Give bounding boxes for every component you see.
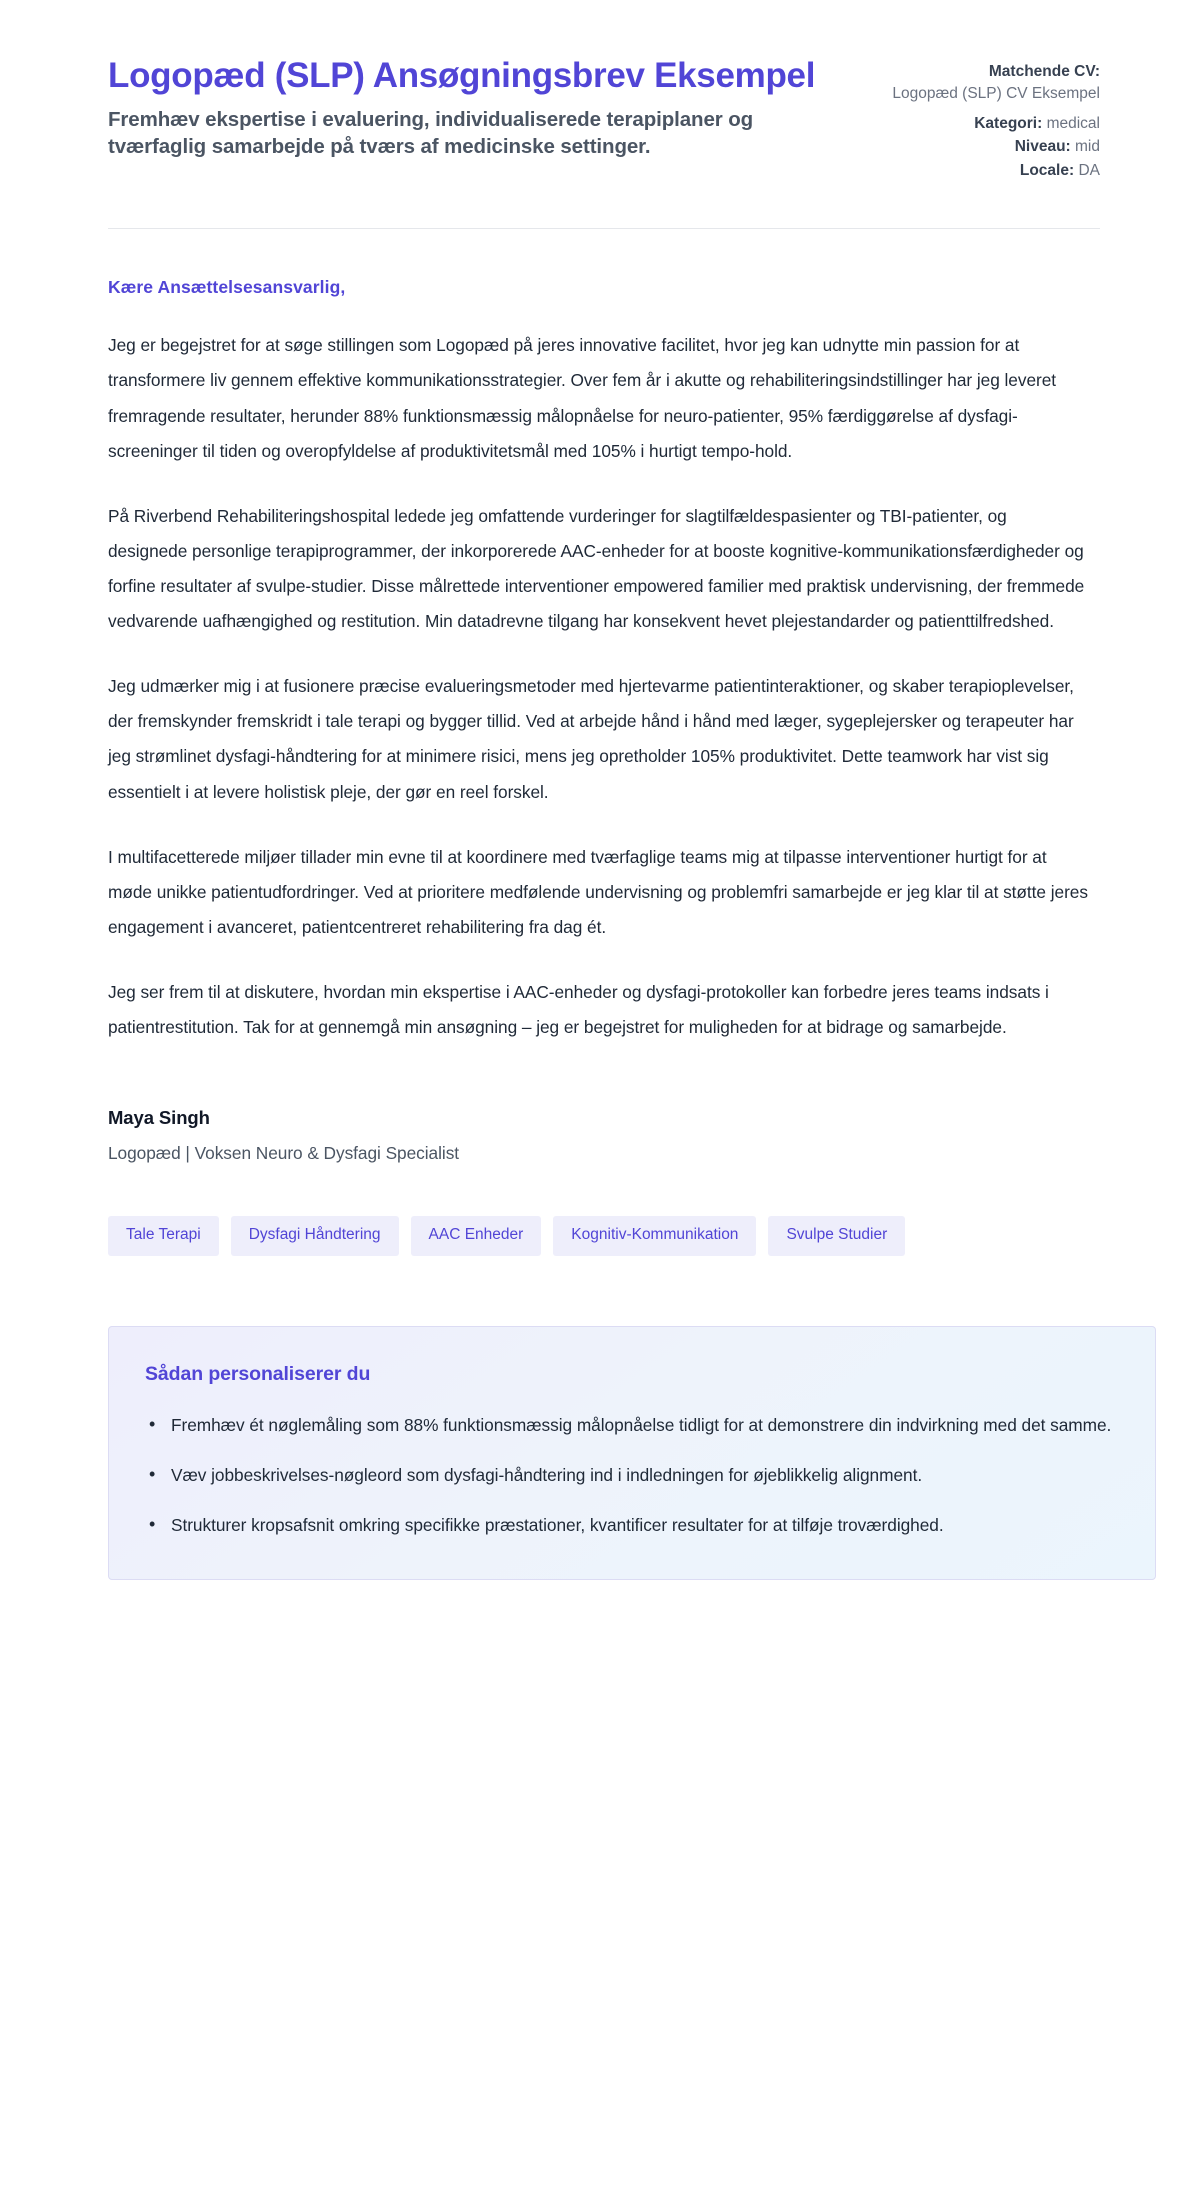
meta-locale-value: DA [1078,161,1100,179]
letter-paragraph: I multifacetterede miljøer tillader min evne til at koordinere med tværfaglige teams mig at tilpasse interventioner hurtigt for at møde unikke patientudfordringer. Ved at prioritere medfølende undervisning og problemfri samarbejde er jeg klar til at støtte jeres engagement i avanceret, patientcentreret rehabilitering fra dag ét. [108,846,1088,937]
header-metadata [870,55,1100,183]
letter-body [0,277,1200,1045]
signature-block [0,1107,1200,1164]
letter-paragraph: På Riverbend Rehabiliteringshospital ledede jeg omfattende vurderinger for slagtilfældespasienter og TBI-patienter, og designede personlige terapiprogrammer, der inkorporerede AAC-enheder for at booste kognitive-kommunikationsfærdigheder og forfine resultater af svulpe-studier. Disse målrettede interventioner empowered familier med praktisk undervisning, der fremmede vedvarende uafhængighed og restitution. Min datadrevne tilgang har konsekvent hevet plejestandarder og patienttilfredshed. [108,505,1085,632]
meta-category-value: medical [1046,114,1100,132]
personalization-tip-box [108,1326,1156,1580]
tip-list [145,1410,1115,1541]
skill-tag[interactable]: Tale Terapi [108,1216,219,1256]
meta-category-label: Kategori: [974,114,1043,132]
tip-list-item: • Væv jobbeskrivelses-nøgleord som dysfagi-håndtering ind i indledningen for øjeblikkelig alignment. [145,1460,1115,1490]
letter-salutation: Kære Ansættelsesansvarlig, [108,277,346,298]
letter-paragraph: Jeg ser frem til at diskutere, hvordan min ekspertise i AAC-enheder og dysfagi-protokoller kan forbedre jeres teams indsats i patientrestitution. Tak for at gennemgå min ansøgning – jeg er begejstret for muligheden for at bidrage og samarbejde. [108,981,1049,1038]
header-title-block [108,55,830,160]
meta-level-label: Niveau: [1014,138,1071,156]
skill-tag[interactable]: AAC Enheder [411,1216,542,1256]
meta-matching-cv-label: Matchende CV: [988,63,1100,80]
letter-paragraph: Jeg udmærker mig i at fusionere præcise evalueringsmetoder med hjertevarme patientinteraktioner, og skaber terapioplevelser, der fremskynder fremskridt i tale terapi og bygger tillid. Ved at arbejde hånd i hånd med læger, sygeplejersker og terapeuter har jeg strømlinet dysfagi-håndtering for at minimere risici, mens jeg opretholder 105% produktivitet. Dette teamwork har vist sig essentielt i at levere holistisk pleje, der gør en reel forskel. [108,676,1074,802]
meta-level [870,136,1100,158]
skill-tag-list [0,1216,1200,1256]
tip-box-title: Sådan personaliserer du [145,1362,371,1385]
meta-category [870,113,1100,135]
header-divider [108,228,1100,229]
signature-name: Maya Singh [108,1107,210,1129]
letter-paragraph: Jeg er begejstret for at søge stillingen som Logopæd på jeres innovative facilitet, hvor jeg kan udnytte min passion for at transformere liv gennem effektive kommunikationsstrategier. Over fem år i akutte og rehabiliteringsindstillinger har jeg leveret fremragende resultater, herunder 88% funktionsmæssig målopnåelse for neuro-patienter, 95% færdiggørelse af dysfagi-screeninger til tiden og overopfyldelse af produktivitetsmål med 105% i hurtigt tempo-hold. [108,335,1057,461]
skill-tag[interactable]: Dysfagi Håndtering [231,1216,399,1256]
page-header [0,0,1200,183]
signature-role: Logopæd | Voksen Neuro & Dysfagi Specialist [108,1143,460,1164]
meta-matching-cv [870,61,1100,106]
meta-level-value: mid [1075,138,1100,156]
skill-tag[interactable]: Svulpe Studier [768,1216,905,1256]
page-title: Logopæd (SLP) Ansøgningsbrev Eksempel [108,56,816,95]
skill-tag[interactable]: Kognitiv-Kommunikation [553,1216,756,1256]
tip-list-item: • Strukturer kropsafsnit omkring specifikke præstationer, kvantificer resultater for at tilføje troværdighed. [145,1510,1115,1540]
meta-matching-cv-value: Logopæd (SLP) CV Eksempel [892,85,1100,103]
page-subtitle: Fremhæv ekspertise i evaluering, individualiserede terapiplaner og tværfaglig samarbejde på tværs af medicinske settinger. [108,108,754,159]
meta-locale [870,160,1100,182]
meta-locale-label: Locale: [1019,161,1075,179]
tip-list-item: • Fremhæv ét nøglemåling som 88% funktionsmæssig målopnåelse tidligt for at demonstrere din indvirkning med det samme. [145,1410,1115,1440]
